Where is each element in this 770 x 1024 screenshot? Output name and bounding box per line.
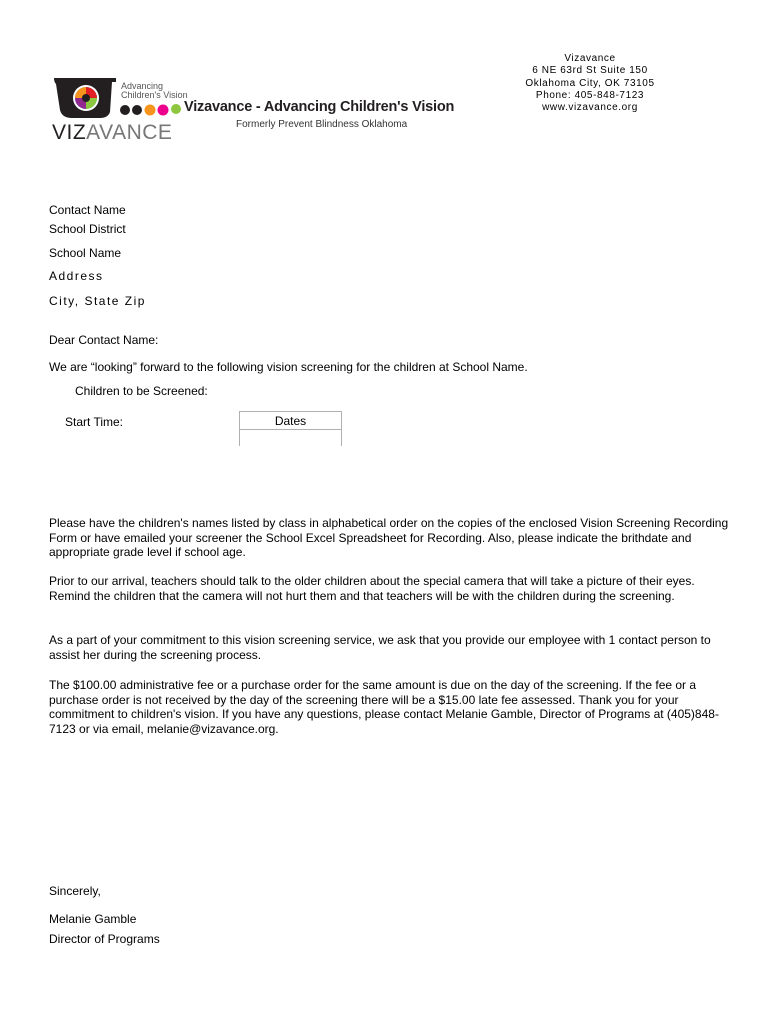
children-screened-label: Children to be Screened:: [75, 384, 208, 398]
dates-cell: [240, 430, 342, 447]
paragraph-names-list: Please have the children's names listed by class in alphabetical order on the copies of the enclosed Vision Screening Recording Form or have emailed your screener the School Excel Spreadsheet for Recording. Also, please indicate the brithdate and appropriate grade level if school age.: [49, 516, 729, 560]
recipient-address: Address: [49, 269, 104, 283]
org-website: www.vizavance.org: [542, 102, 638, 114]
dates-table: [239, 411, 342, 446]
logo-tagline-line2: Children's Vision: [121, 90, 188, 100]
logo-wordmark: [52, 121, 172, 145]
recipient-contact-name: Contact Name: [49, 203, 126, 217]
paragraph-fee: The $100.00 administrative fee or a purchase order for the same amount is due on the day of the screening. If the fee or a purchase order is not received by the day of the screening there will be a $15.00 late fee assessed. Thank you for your commitment to children's vision. If you have any questions, please contact Melanie Gamble, Director of Programs at (405)848-7123 or via email, melanie@vizavance.org.: [49, 678, 719, 736]
closing: Sincerely,: [49, 884, 101, 898]
start-time-label: Start Time:: [65, 415, 124, 429]
recipient-school-name: School Name: [49, 246, 122, 260]
recipient-school-district: School District: [49, 222, 126, 236]
wordmark-viz: VIZ: [52, 121, 87, 144]
organization-address: [480, 53, 700, 114]
paragraph-prior-arrival: Prior to our arrival, teachers should talk to the older children about the special camera that will take a picture of their eyes. Remind the children that the camera will not hurt them and that teachers will be with the children during the screening.: [49, 574, 695, 603]
brand-title: Vizavance - Advancing Children's Vision: [184, 99, 455, 115]
signer-title: Director of Programs: [49, 932, 160, 946]
brand-subtitle: Formerly Prevent Blindness Oklahoma: [236, 119, 408, 130]
org-name: Vizavance: [564, 53, 616, 64]
recipient-city-state-zip: City, State Zip: [49, 294, 146, 308]
dates-header: Dates: [240, 412, 342, 430]
logo-tagline-line1: Advancing: [121, 81, 164, 91]
org-phone: Phone: 405-848-7123: [535, 89, 645, 101]
intro-line: We are “looking” forward to the following vision screening for the children at School Name.: [49, 360, 528, 374]
paragraph-commitment: As a part of your commitment to this vision screening service, we ask that you provide our employee with 1 contact person to assist her during the screening process.: [49, 633, 711, 662]
signer-name: Melanie Gamble: [49, 912, 137, 926]
org-street: 6 NE 63rd St Suite 150: [532, 65, 648, 77]
salutation: Dear Contact Name:: [49, 333, 159, 347]
wordmark-avance: AVANCE: [86, 121, 173, 144]
org-city-state-zip: Oklahoma City, OK 73105: [525, 77, 655, 89]
